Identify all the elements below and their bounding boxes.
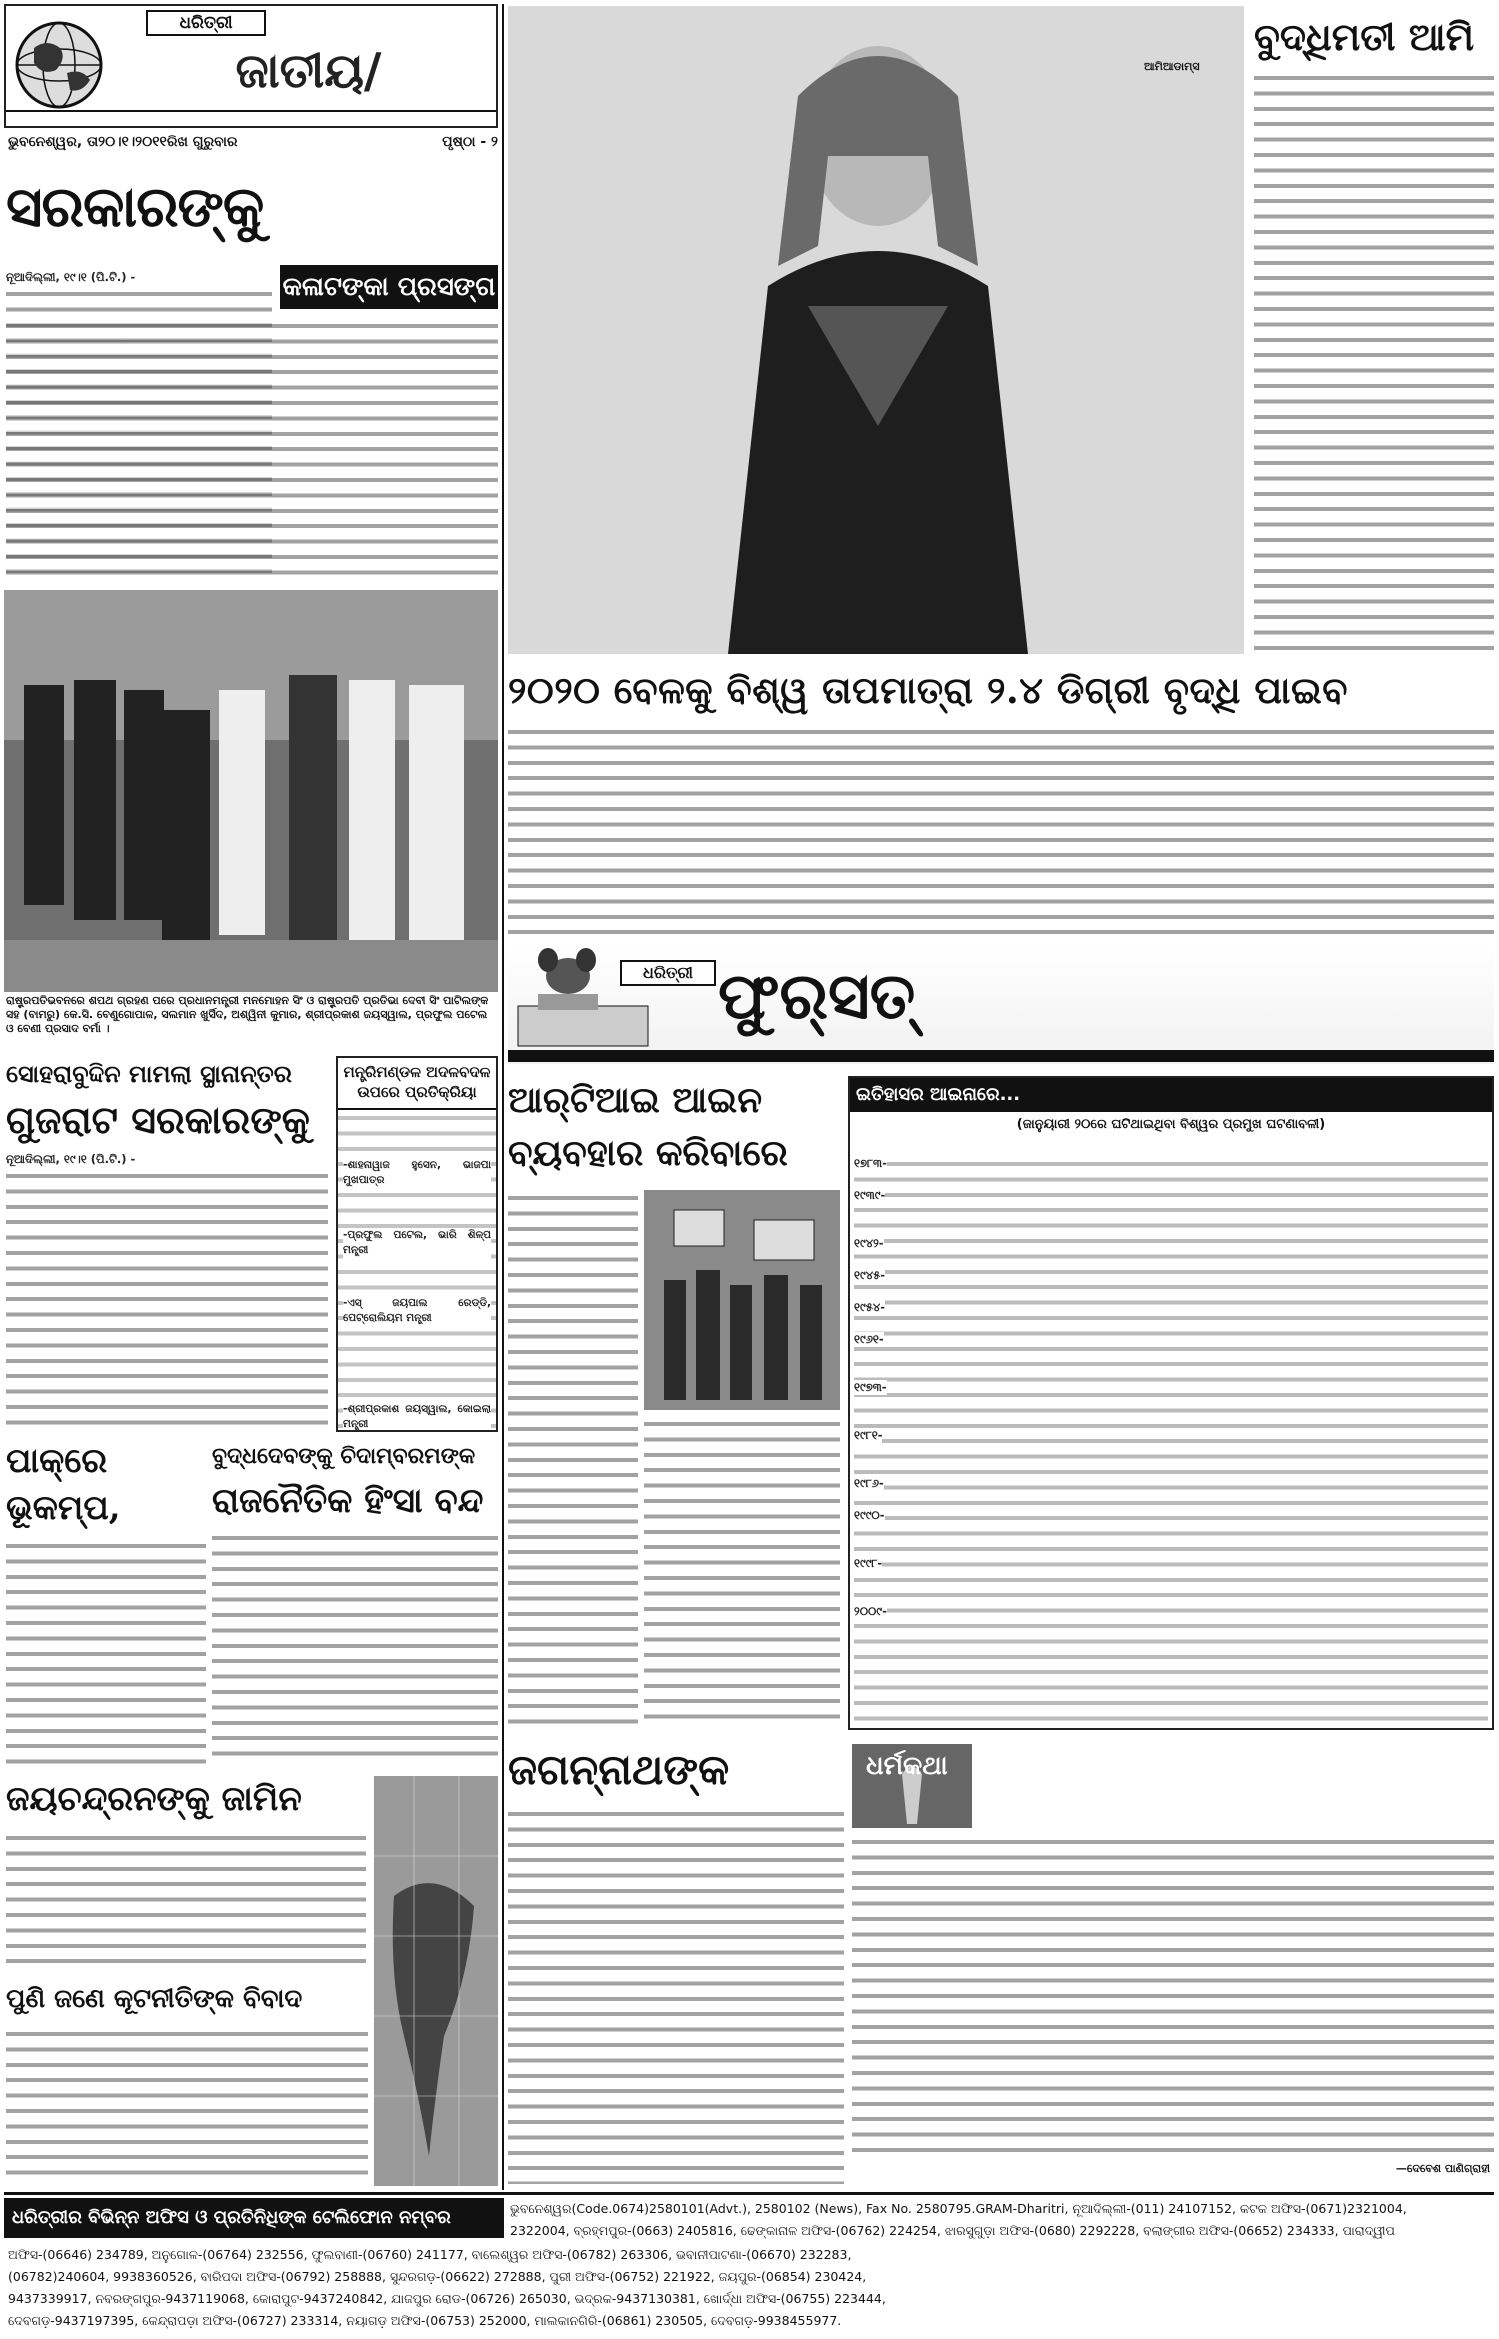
satellite-map [374, 1776, 498, 2186]
main-headline: ସରକାରଙ୍କୁ [6, 174, 264, 240]
dharmakatha-author: —ଦେବେଶ ପାଣିଗ୍ରାହୀ [1395, 2162, 1490, 2175]
date-line: ଭୁବନେଶ୍ୱର, ତା୨୦।୧।୨୦୧୧ରିଖ ଗୁରୁବାର [8, 134, 238, 150]
footer-line-6: ଦେବଗଡ଼-9437197395, କେନ୍ଦ୍ରାପଡ଼ା ଅଫିସ-(06727) 233314, ନୟାଗଡ଼ ଅଫିସ-(06753) 252000, ମାଲକାନଗିରି-(06861) 230505, ଦେବଗଡ଼-9938455977. [8, 2313, 842, 2328]
portrait-figure [508, 6, 1244, 654]
kalatanka-label: କଳାଟଙ୍କା ପ୍ରସଙ୍ଗ [280, 265, 498, 309]
reaction-name-1: -ଶାହନାୱାଜ ହୁସେନ, ଭାଜପା ମୁଖପାତ୍ର [343, 1158, 491, 1189]
page-label: ପୃଷ୍ଠା - ୨ [442, 134, 498, 150]
footer-rule [4, 2192, 1494, 2195]
globe-logo [12, 18, 107, 113]
ministers-figures [4, 590, 498, 992]
history-year-8: ୧୯୮୧- [854, 1428, 883, 1442]
column-divider [502, 4, 504, 2190]
history-year-4: ୧୯୪୫- [854, 1268, 886, 1282]
footer-line-1: ଭୁବନେଶ୍ୱର(Code.0674)2580101(Advt.), 2580102 (News), Fax No. 2580795.GRAM-Dharitri, ନୂଆଦିଲ୍ଲୀ-(011) 24107152, କଟକ ଅଫିସ-(0671)2321004, [510, 2201, 1407, 2216]
footer-line-4: (06782)240604, 9938360526, ବାରିପଦା ଅଫିସ-(06792) 258888, ସୁନ୍ଦରଗଡ଼-(06622) 272888, ପୁରୀ ଅଫିସ-(06752) 221922, ଜୟପୁର-(06854) 230424, [8, 2269, 867, 2284]
reaction-name-3: -ଏସ୍ ଜୟପାଲ ରେଡ୍ଡି, ପେଟ୍ରୋଲିୟମ ମନ୍ତ୍ରୀ [343, 1296, 491, 1327]
pak-body [6, 1538, 206, 1764]
rti-body-col1 [508, 1190, 638, 1730]
history-subtitle: (ଜାନୁୟାରୀ ୨୦ରେ ଘଟିଥାଇଥିବା ବିଶ୍ୱର ପ୍ରମୁଖ ଘଟଣାବଳୀ) [1016, 1117, 1326, 1132]
history-year-3: ୧୯୪୨- [854, 1236, 884, 1250]
fursat-brand: ଧରିତ୍ରୀ [620, 960, 716, 986]
footer-label: ଧରିତ୍ରୀର ବିଭିନ୍ନ ଅଫିସ ଓ ପ୍ରତିନିଧିଙ୍କ ଟେଲିଫୋନ ନମ୍ବର [4, 2198, 504, 2238]
history-year-2: ୧୯୩୯- [854, 1188, 886, 1202]
history-year-1: ୧୭୮୩- [854, 1156, 887, 1170]
masthead-rule [6, 110, 498, 112]
history-list [854, 1156, 1488, 1726]
fursat-banner [508, 946, 1494, 1064]
main-dateline: ନୂଆଦିଲ୍ଲୀ, ୧୯।୧ (ପି.ଟି.) - [6, 270, 136, 284]
footer-line-5: 9437339917, ନବରଙ୍ଗପୁର-9437119068, କୋରାପୁଟ-9437240842, ଯାଜପୁର ରୋଡ-(06726) 265030, ଭଦ୍ରକ-9437130381, ଖୋର୍ଦ୍ଧା ଅଫିସ-(06755) 223444, [8, 2291, 886, 2306]
gujarat-body [6, 1152, 328, 1432]
kutniti-body [6, 2026, 368, 2184]
section-title: ଜାତୀୟ/ [235, 43, 382, 99]
swearing-in-photo [4, 590, 498, 992]
masthead [4, 4, 498, 128]
history-year-5: ୧୯୫୪- [854, 1300, 886, 1314]
footer-line-2: 2322004, ବ୍ରହ୍ମପୁର-(0663) 2405816, ଢେଙ୍କାନାଳ ଅଫିସ-(06762) 224254, ଝାରସୁଗୁଡ଼ା ଅଫିସ-(0680) 2292228, ବଲାଙ୍ଗୀର ଅଫିସ-(06652) 234333, ପାରାଦ୍ୱୀପ [510, 2223, 1395, 2238]
protest-figures [644, 1190, 840, 1410]
history-year-10: ୧୯୯୦- [854, 1508, 885, 1522]
jayachandran-headline: ଜୟଚନ୍ଦ୍ରନଙ୍କୁ ଜାମିନ [6, 1779, 302, 1819]
paper-logo: ଧରିତ୍ରୀ [146, 10, 266, 36]
rti-body-col2 [644, 1416, 840, 1730]
rti-headline: ଆର୍‌ଟିଆଇ ଆଇନ ବ୍ୟବହାର କରିବାରେ [508, 1079, 788, 1174]
jagannath-headline: ଜଗନ୍ନାଥଙ୍କ [508, 1745, 730, 1794]
history-title: ଇତିହାସର ଆଇନାରେ... [850, 1078, 1492, 1112]
globe-icon [12, 18, 107, 113]
pak-headline: ପାକ୍‌ରେ ଭୂକମ୍ପ, [6, 1441, 121, 1528]
photo-caption: ରାଷ୍ଟ୍ରପତିଭବନରେ ଶପଥ ଗ୍ରହଣ ପରେ ପ୍ରଧାନମନ୍ତ୍ରୀ ମନମୋହନ ସିଂ ଓ ରାଷ୍ଟ୍ରପତି ପ୍ରତିଭା ଦେବୀ ସିଂ ପାଟିଲଙ୍କ ସହ (ବାମରୁ) କେ.ସି. ବେଣୁଗୋପାଳ, ସଲମାନ ଖୁର୍ସିଦ, ଅଶ୍ୱିନୀ କୁମାର, ଶ୍ରୀପ୍ରକାଶ ଜୟସ୍ୱାଲ, ପ୍ରଫୁଲ ପଟେଲ ଓ ବେଣୀ ପ୍ରସାଦ ବର୍ମା । [6, 994, 489, 1035]
warming-headline: ୨୦୨୦ ବେଳକୁ ବିଶ୍ୱ ତାପମାତ୍ରା ୨.୪ ଡିଗ୍ରୀ ବୃଦ୍ଧି ପାଇବ [508, 668, 1348, 712]
reaction-box [336, 1056, 498, 1432]
buddhimati-headline: ବୁଦ୍ଧିମତୀ ଆମି [1254, 14, 1475, 59]
dharmakatha-title: ଧର୍ମକଥା [866, 1751, 948, 1781]
amy-adams-photo [508, 6, 1244, 654]
fursat-title: ଫୁର୍‌ସତ୍ [718, 959, 916, 1034]
jayachandran-body [6, 1830, 366, 1970]
jagannath-body [508, 1806, 844, 2184]
main-story-col2 [6, 318, 498, 584]
reaction-name-4: -ଶ୍ରୀପ୍ରକାଶ ଜୟସ୍ୱାଲ, କୋଇଲା ମନ୍ତ୍ରୀ [343, 1402, 491, 1432]
satellite-image [374, 1776, 498, 2186]
dharmakatha-body [852, 1834, 1494, 2158]
dharmakatha-box [852, 1744, 1494, 2186]
history-year-6: ୧୯୬୧- [854, 1332, 884, 1346]
buddha-kicker: ବୁଦ୍ଧଦେବଙ୍କୁ ଚିଦାମ୍ବରମଙ୍କ [212, 1444, 476, 1469]
gujarat-headline: ଗୁଜରାଟ ସରକାରଙ୍କୁ [6, 1097, 310, 1142]
fursat-rule [508, 1050, 1494, 1062]
warming-body [508, 724, 1494, 940]
history-year-12: ୨୦୦୯- [854, 1604, 887, 1618]
gujarat-dateline: ନୂଆଦିଲ୍ଲୀ, ୧୯।୧ (ପି.ଟି.) - [6, 1152, 136, 1166]
buddha-body [212, 1530, 498, 1764]
reaction-name-2: -ପ୍ରଫୁଲ ପଟେଲ, ଭାରି ଶିଳ୍ପ ମନ୍ତ୍ରୀ [343, 1228, 491, 1259]
photo-credit: ଆମିଆଡାମ୍ସ [1144, 60, 1200, 73]
footer-line-3: ଅଫିସ-(06646) 234789, ଅନୁଗୋଳ-(06764) 232556, ଫୁଲବାଣୀ-(06760) 241177, ବାଲେଶ୍ୱର ଅଫିସ-(06782) 263306, ଭବାନୀପାଟଣା-(06670) 232283, [8, 2247, 852, 2262]
history-year-7: ୧୯୭୩- [854, 1380, 887, 1394]
history-year-11: ୧୯୯୮- [854, 1556, 883, 1570]
rti-protest-photo [644, 1190, 840, 1410]
reaction-box-title: ମନ୍ତ୍ରିମଣ୍ଡଳ ଅଦଳବଦଳ ଉପରେ ପ୍ରତିକ୍ରିୟା [338, 1058, 496, 1110]
buddha-headline: ରାଜନୈତିକ ହିଂସା ବନ୍ଦ [212, 1481, 484, 1521]
gujarat-kicker: ସୋହରାବୁଦ୍ଦିନ ମାମଲା ସ୍ଥାନାନ୍ତର [6, 1060, 292, 1088]
history-box [848, 1076, 1494, 1730]
kutniti-headline: ପୁଣି ଜଣେ କୂଟନୀତିଙ୍କ ବିବାଦ [6, 1984, 303, 2014]
buddhimati-body [1254, 70, 1494, 654]
history-year-9: ୧୯୮୬- [854, 1476, 884, 1490]
